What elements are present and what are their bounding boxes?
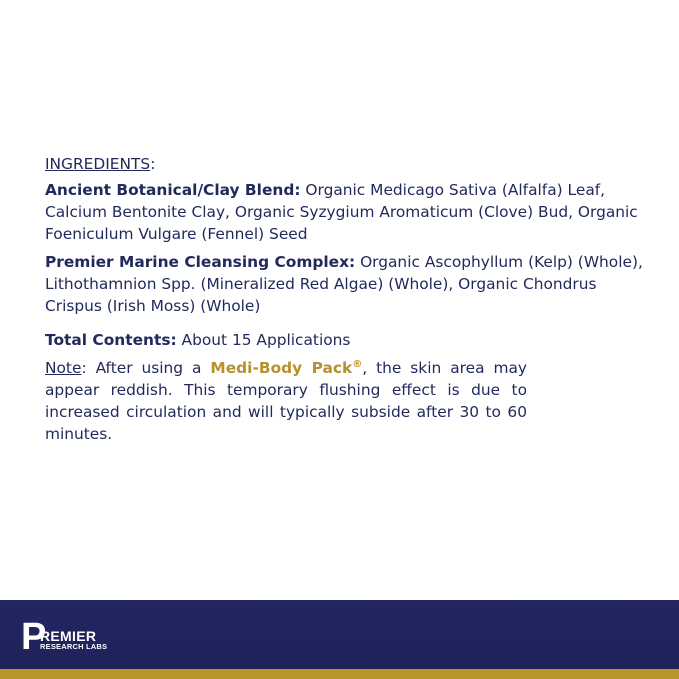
ingredients-heading-colon: : [150, 155, 156, 173]
marine-complex-paragraph [45, 251, 645, 317]
note-text-after: , the skin area may appear reddish. This temporary flushing effect is due to increased circulation and will typically subside after 30 to 60 minutes. [45, 359, 528, 443]
registered-mark: ® [352, 358, 363, 370]
ingredients-panel [45, 153, 645, 445]
note-colon: : [81, 359, 87, 377]
logo-wordmark: REMIER [40, 628, 97, 644]
logo-subtitle: RESEARCH LABS [40, 642, 108, 651]
total-contents [45, 329, 645, 351]
footer-band [0, 600, 679, 679]
ingredients-heading [45, 153, 645, 175]
note-label: Note [45, 359, 82, 377]
premier-research-labs-logo [21, 618, 141, 658]
product-name: Medi-Body Pack [210, 359, 353, 377]
botanical-blend-title: Ancient Botanical/Clay Blend: [45, 181, 301, 199]
marine-complex-text: Organic Ascophyllum (Kelp) (Whole), Lithothamnion Spp. (Mineralized Red Algae) (Whole), Organic Chondrus Crispus (Irish Moss) (Whole) [45, 253, 643, 315]
note-paragraph [45, 357, 527, 445]
botanical-blend-text: Organic Medicago Sativa (Alfalfa) Leaf, Calcium Bentonite Clay, Organic Syzygium Aromaticum (Clove) Bud, Organic Foeniculum Vulgare (Fennel) Seed [45, 181, 638, 243]
botanical-blend-paragraph [45, 179, 645, 245]
ingredients-heading-text: INGREDIENTS [45, 155, 151, 173]
total-contents-value: About 15 Applications [176, 331, 351, 349]
footer-gold-stripe [0, 669, 679, 679]
logo-letter-p: P [21, 616, 47, 658]
note-text-before: After using a [86, 359, 211, 377]
marine-complex-title: Premier Marine Cleansing Complex: [45, 253, 356, 271]
total-contents-label: Total Contents: [45, 331, 177, 349]
